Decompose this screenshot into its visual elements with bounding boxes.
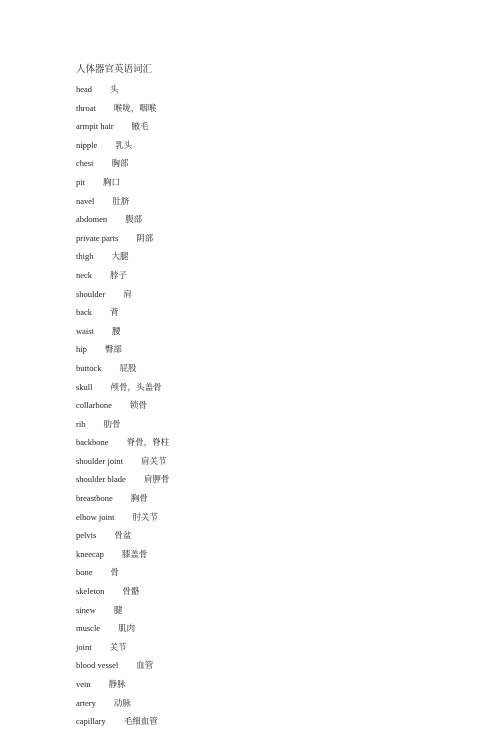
english-term: vein [76,679,91,689]
english-term: back [76,307,93,318]
chinese-translation: 肩关节 [140,455,167,466]
english-term: sinew [76,604,96,615]
vocab-entry [76,362,169,381]
vocab-entry [76,715,169,734]
chinese-translation: 肘关节 [132,511,158,522]
vocab-entry [76,176,169,195]
vocab-entry [76,195,169,214]
vocab-entry [76,566,169,585]
vocab-entry [76,585,169,604]
chinese-translation: 肚脐 [112,195,130,206]
english-term: pelvis [76,530,97,541]
vocab-entry [76,306,169,325]
chinese-translation: 腱 [113,604,123,615]
english-term: joint [76,641,92,652]
english-term: skull [76,381,93,392]
english-term: pit [76,176,85,187]
vocab-entry [76,436,169,455]
vocab-entry [76,455,169,474]
english-term: blood vessel [76,660,119,671]
vocab-entry [76,548,169,567]
vocab-entry [76,139,169,158]
vocab-entry [76,678,169,697]
chinese-translation: 脊骨，脊柱 [126,437,170,448]
vocab-entry [76,343,169,362]
vocab-entry [76,102,169,121]
chinese-translation: 臀部 [104,344,122,355]
english-term: backbone [76,437,109,448]
chinese-translation: 骨盆 [114,530,132,541]
vocab-entry [76,250,169,269]
chinese-translation: 腹部 [125,214,143,225]
vocab-entry [76,529,169,548]
chinese-translation: 静脉 [108,679,126,689]
chinese-translation: 毛细血管 [123,716,158,727]
english-term: rib [76,418,86,429]
english-term: breastbone [76,493,113,504]
vocab-entry [76,120,169,139]
vocab-entry [76,269,169,288]
chinese-translation: 腋毛 [131,121,149,132]
vocab-entry [76,325,169,344]
chinese-translation: 腰 [111,325,121,336]
chinese-translation: 喉咙，咽喉 [113,102,157,113]
chinese-translation: 大腿 [111,251,129,262]
chinese-translation: 颅骨，头盖骨 [110,381,162,392]
vocab-entry [76,381,169,400]
chinese-translation: 阴部 [136,232,154,243]
vocab-entry [76,213,169,232]
chinese-translation: 骨 [110,567,120,578]
chinese-translation: 头 [110,84,119,94]
chinese-translation: 肌肉 [118,623,136,634]
vocab-entry [76,641,169,660]
english-term: waist [76,325,94,336]
vocab-entry [76,399,169,418]
chinese-translation: 肩胛骨 [143,474,170,485]
english-term: shoulder [76,288,106,299]
english-term: throat [76,102,96,113]
chinese-translation: 胸骨 [130,493,148,504]
english-term: artery [76,697,96,708]
english-term: capillary [76,716,106,727]
chinese-translation: 关节 [109,641,127,652]
chinese-translation: 屁股 [119,362,137,373]
vocab-entry [76,697,169,716]
english-term: kneecap [76,548,104,559]
vocab-entry [76,622,169,641]
english-term: bone [76,567,93,578]
chinese-translation: 肩 [123,288,132,299]
english-term: skeleton [76,586,105,597]
english-term: shoulder joint [76,455,123,466]
chinese-translation: 胸部 [111,158,129,169]
vocabulary-list [76,83,169,734]
vocab-entry [76,418,169,437]
vocab-entry [76,83,169,102]
english-term: hip [76,344,87,355]
vocab-entry [76,492,169,511]
vocab-entry [76,288,169,307]
vocab-entry [76,232,169,251]
chinese-translation: 动脉 [113,697,131,708]
chinese-translation: 骨骼 [122,586,140,597]
chinese-translation: 脖子 [110,269,128,280]
english-term: shoulder blade [76,474,126,485]
english-term: private parts [76,232,119,243]
english-term: thigh [76,251,94,262]
vocab-entry [76,659,169,678]
english-term: buttock [76,362,102,373]
english-term: abdomen [76,214,108,225]
vocab-entry [76,157,169,176]
chinese-translation: 膝盖骨 [121,548,148,559]
english-term: muscle [76,623,101,634]
english-term: armpit hair [76,121,114,132]
english-term: nipple [76,139,98,150]
vocab-entry [76,604,169,623]
chinese-translation: 血管 [136,660,154,671]
english-term: collarbone [76,400,112,411]
english-term: navel [76,195,95,206]
vocab-entry [76,511,169,530]
chinese-translation: 乳头 [115,139,133,150]
document-title: 人体器官英语词汇 [76,65,153,75]
english-term: head [76,84,93,94]
english-term: neck [76,269,93,280]
english-term: elbow joint [76,511,115,522]
chinese-translation: 胸口 [102,176,120,187]
chinese-translation: 肋骨 [103,418,121,429]
chinese-translation: 背 [110,307,119,318]
vocab-entry [76,473,169,492]
chinese-translation: 锁骨 [129,400,147,411]
english-term: chest [76,158,94,169]
